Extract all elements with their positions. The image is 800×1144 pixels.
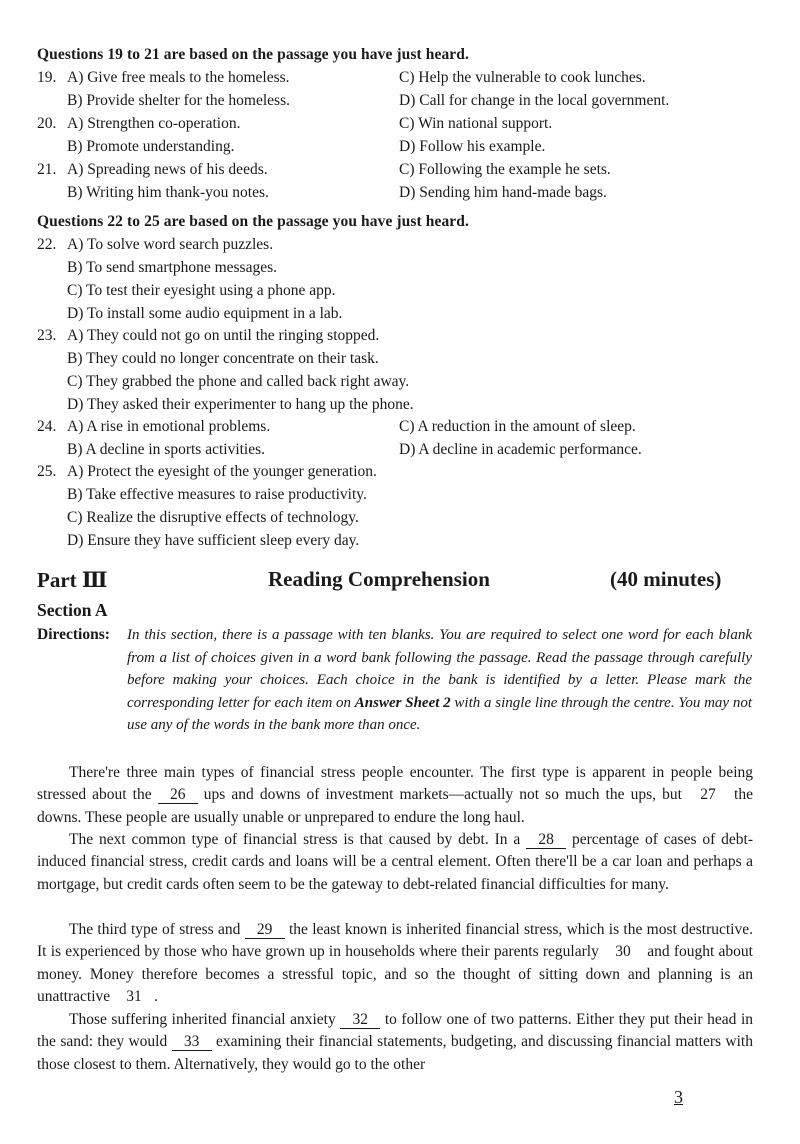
page-number: 3	[674, 1087, 683, 1107]
option-25-c: C) Realize the disruptive effects of technology.	[67, 509, 359, 526]
directions-label: Directions:	[37, 626, 110, 643]
blank-33: 33	[172, 1034, 212, 1051]
answer-sheet-ref: Answer Sheet 2	[354, 694, 451, 711]
passage-text: Those suffering inherited financial anxiety	[69, 1011, 341, 1028]
option-23-d: D) They asked their experimenter to hang up the phone.	[67, 396, 414, 413]
option-19-c: C) Help the vulnerable to cook lunches.	[399, 69, 646, 86]
blank-31: 31	[126, 988, 142, 1006]
passage-paragraph-1	[37, 762, 753, 829]
passage-text: There're three main types of financial stress people encounter. The first type is apparent in people being stressed about the	[37, 764, 753, 804]
passage-text: ups and downs of investment markets—actually not so much the ups, but	[197, 786, 688, 804]
option-22-a: A) To solve word search puzzles.	[67, 236, 274, 253]
option-19-b: B) Provide shelter for the homeless.	[67, 92, 290, 109]
section-heading: Section A	[37, 600, 108, 620]
passage-paragraph-2	[37, 829, 753, 896]
part-title: Reading Comprehension	[268, 567, 490, 591]
passage-text: and fought about money. Money therefore becomes a stressful topic, and so the thought of sitting down and planning is an unattractive	[37, 943, 753, 1006]
blank-30: 30	[615, 943, 631, 961]
part-time: (40 minutes)	[610, 567, 722, 591]
option-24-b: B) A decline in sports activities.	[67, 441, 266, 458]
question-number: 19.	[37, 69, 57, 86]
option-19-d: D) Call for change in the local government.	[399, 92, 670, 109]
passage-text: .	[154, 988, 158, 1006]
blank-29: 29	[245, 922, 285, 939]
option-21-d: D) Sending him hand-made bags.	[399, 184, 607, 201]
passage-paragraph-4	[37, 1009, 753, 1076]
question-group-heading: Questions 19 to 21 are based on the passage you have just heard.	[37, 46, 469, 63]
option-25-a: A) Protect the eyesight of the younger generation.	[67, 463, 377, 480]
option-24-c: C) A reduction in the amount of sleep.	[399, 418, 636, 435]
part-label: Part Ⅲ	[37, 568, 108, 592]
passage-text: percentage of cases of debt-induced financial stress, credit cards and loans will be a central element. Often there'll be a car loan and perhaps a mortgage, but credit cards often seem to be the gateway to debt-related financial difficulties for many.	[37, 831, 753, 893]
question-group-heading: Questions 22 to 25 are based on the passage you have just heard.	[37, 213, 469, 230]
question-number: 20.	[37, 115, 57, 132]
option-21-a: A) Spreading news of his deeds.	[67, 161, 268, 178]
blank-28: 28	[526, 832, 566, 849]
option-23-a: A) They could not go on until the ringing stopped.	[67, 327, 380, 344]
question-number: 24.	[37, 418, 57, 435]
passage-text: The third type of stress and	[69, 921, 245, 938]
option-19-a: A) Give free meals to the homeless.	[67, 69, 290, 86]
option-24-d: D) A decline in academic performance.	[399, 441, 642, 458]
option-23-c: C) They grabbed the phone and called back right away.	[67, 373, 410, 390]
option-25-d: D) Ensure they have sufficient sleep every day.	[67, 532, 360, 549]
option-24-a: A) A rise in emotional problems.	[67, 418, 271, 435]
option-22-b: B) To send smartphone messages.	[67, 259, 277, 276]
option-22-c: C) To test their eyesight using a phone app.	[67, 282, 336, 299]
option-25-b: B) Take effective measures to raise productivity.	[67, 486, 367, 503]
directions-text-part1: In this section, there is a passage with ten blanks. You are required to select one word for each blank from a list of choices given in a word bank following the passage. Read the passage through carefully before making your choices. Each choice in the bank is identified by a letter. Please mark the corresponding letter for each item on	[127, 627, 752, 711]
option-20-d: D) Follow his example.	[399, 138, 546, 155]
option-22-d: D) To install some audio equipment in a lab.	[67, 305, 343, 322]
option-20-c: C) Win national support.	[399, 115, 553, 132]
blank-27: 27	[700, 786, 716, 804]
question-number: 22.	[37, 236, 57, 253]
question-number: 23.	[37, 327, 57, 344]
option-23-b: B) They could no longer concentrate on their task.	[67, 350, 379, 367]
blank-26: 26	[158, 787, 198, 804]
option-21-b: B) Writing him thank-you notes.	[67, 184, 269, 201]
passage-text: to follow one of two patterns. Either they put their head in the sand: they would	[37, 1011, 754, 1051]
option-21-c: C) Following the example he sets.	[399, 161, 611, 178]
passage-paragraph-3	[37, 919, 753, 1009]
passage-text: the downs. These people are usually unable or unprepared to endure the long haul.	[37, 786, 753, 826]
directions-text	[127, 624, 752, 737]
option-20-a: A) Strengthen co-operation.	[67, 115, 241, 132]
question-number: 25.	[37, 463, 57, 480]
question-number: 21.	[37, 161, 57, 178]
blank-32: 32	[340, 1012, 380, 1029]
directions-text-part2: with a single line through the centre. You may not use any of the words in the bank more than once.	[127, 694, 752, 734]
passage-text: the least known is inherited financial stress, which is the most destructive. It is experienced by those who have grown up in households where their parents regularly	[37, 921, 753, 961]
option-20-b: B) Promote understanding.	[67, 138, 235, 155]
passage-text: examining their financial statements, budgeting, and discussing financial matters with those closest to them. Alternatively, they would go to the other	[37, 1033, 753, 1073]
passage-text: The next common type of financial stress is that caused by debt. In a	[69, 831, 527, 848]
